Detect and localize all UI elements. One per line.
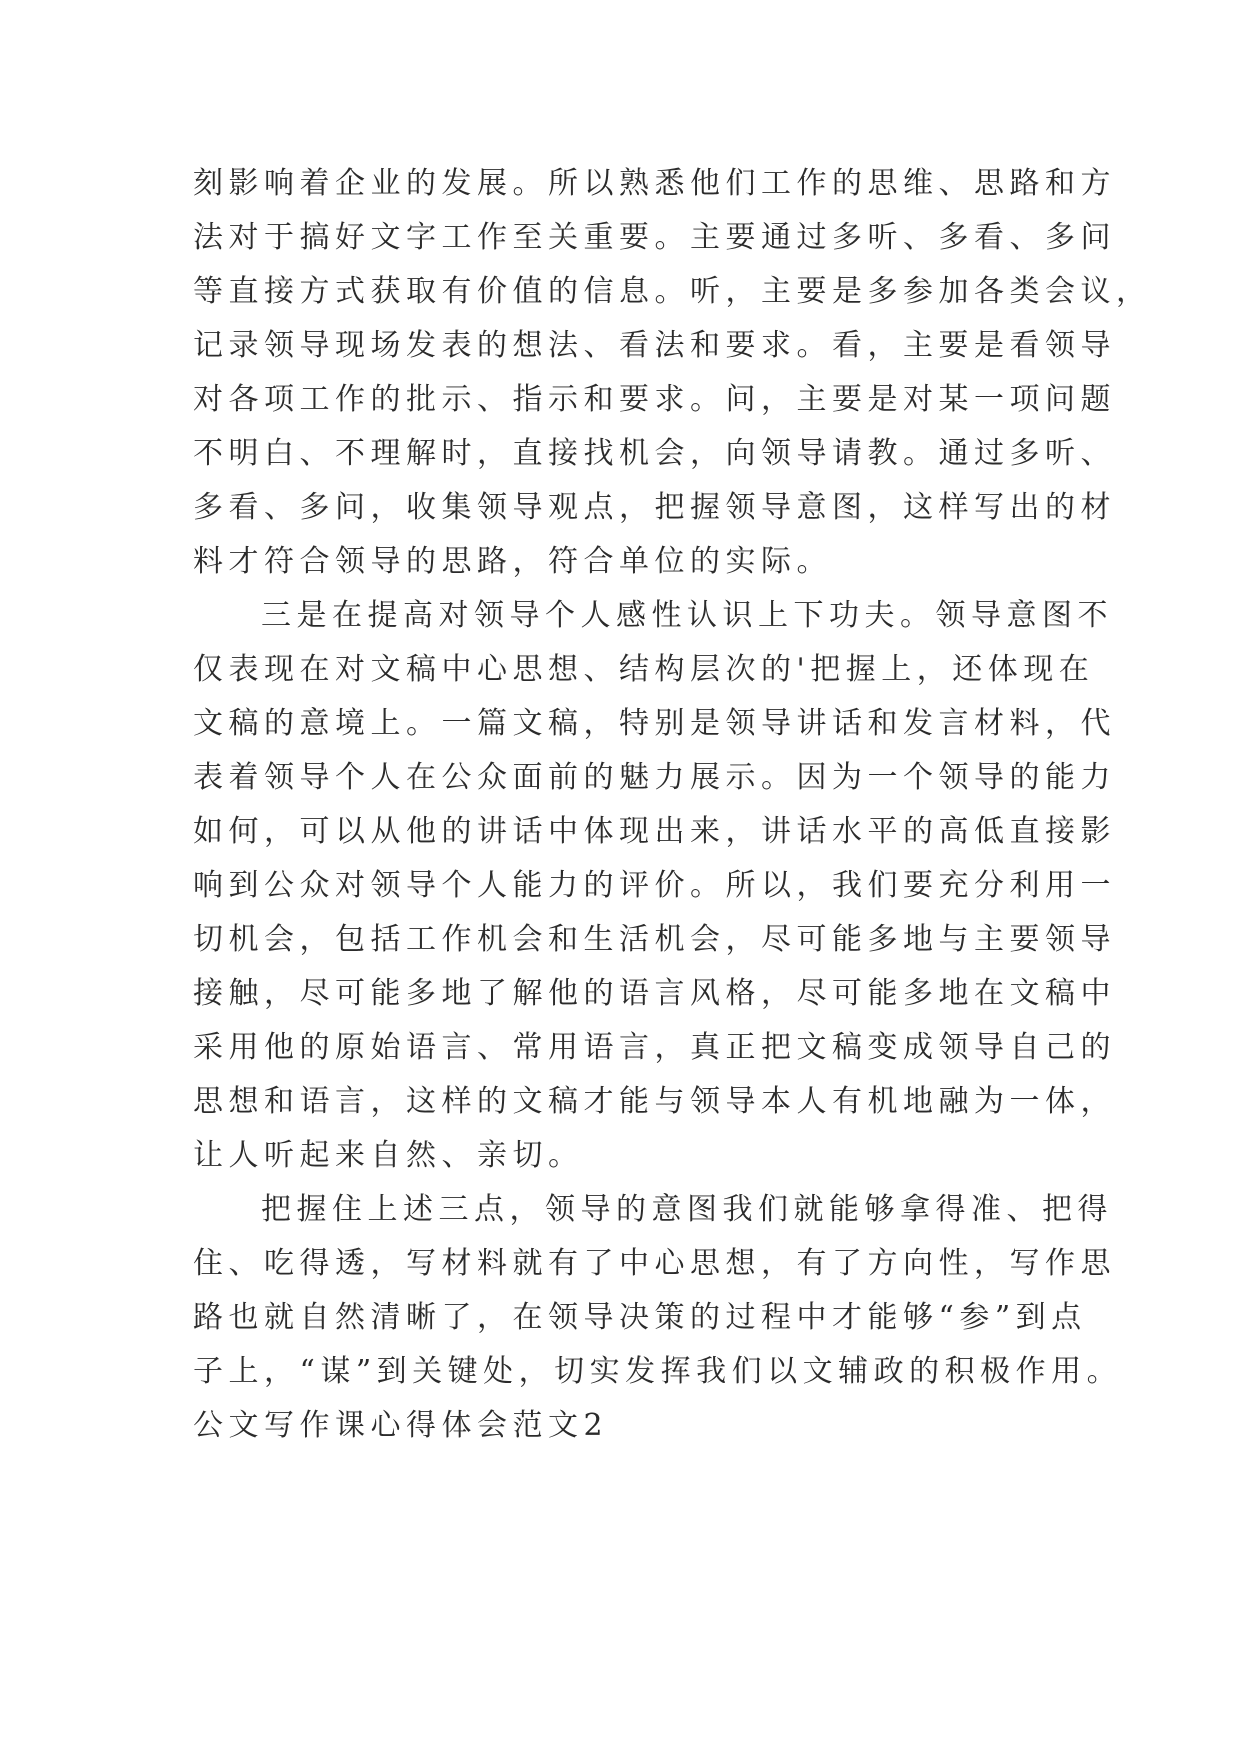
paragraph-line-14: 响到公众对领导个人能力的评价。所以，我们要充分利用一 — [193, 868, 1116, 903]
paragraph-line-23: 子上，“谋”到关键处，切实发挥我们以文辅政的积极作用。 — [193, 1354, 1123, 1389]
paragraph-line-22: 路也就自然清晰了，在领导决策的过程中才能够“参”到点 — [193, 1300, 1087, 1335]
paragraph-line-12: 表着领导个人在公众面前的魅力展示。因为一个领导的能力 — [193, 760, 1116, 795]
paragraph-line-2: 法对于搞好文字工作至关重要。主要通过多听、多看、多问 — [193, 220, 1116, 255]
paragraph-line-8: 料才符合领导的思路，符合单位的实际。 — [193, 544, 832, 579]
paragraph-line-19: 让人听起来自然、亲切。 — [193, 1138, 584, 1173]
paragraph-line-13: 如何，可以从他的讲话中体现出来，讲话水平的高低直接影 — [193, 814, 1116, 849]
paragraph-line-1: 刻影响着企业的发展。所以熟悉他们工作的思维、思路和方 — [193, 166, 1116, 201]
paragraph-line-10: 仅表现在对文稿中心思想、结构层次的'把握上，还体现在 — [193, 652, 1095, 687]
paragraph-line-4: 记录领导现场发表的想法、看法和要求。看，主要是看领导 — [193, 328, 1116, 363]
paragraph-line-20: 把握住上述三点，领导的意图我们就能够拿得准、把得 — [261, 1192, 1113, 1227]
paragraph-line-17: 采用他的原始语言、常用语言，真正把文稿变成领导自己的 — [193, 1030, 1116, 1065]
document-body — [193, 157, 1152, 1453]
paragraph-line-16: 接触，尽可能多地了解他的语言风格，尽可能多地在文稿中 — [193, 976, 1116, 1011]
paragraph-line-7: 多看、多问，收集领导观点，把握领导意图，这样写出的材 — [193, 490, 1116, 525]
paragraph-line-15: 切机会，包括工作机会和生活机会，尽可能多地与主要领导 — [193, 922, 1116, 957]
paragraph-line-3: 等直接方式获取有价值的信息。听，主要是多参加各类会议， — [193, 274, 1152, 309]
paragraph-line-9: 三是在提高对领导个人感性认识上下功夫。领导意图不 — [261, 598, 1113, 633]
paragraph-line-21: 住、吃得透，写材料就有了中心思想，有了方向性，写作思 — [193, 1246, 1116, 1281]
paragraph-line-6: 不明白、不理解时，直接找机会，向领导请教。通过多听、 — [193, 436, 1116, 471]
section-heading: 公文写作课心得体会范文2 — [193, 1408, 609, 1443]
paragraph-line-5: 对各项工作的批示、指示和要求。问，主要是对某一项问题 — [193, 382, 1116, 417]
paragraph-line-18: 思想和语言，这样的文稿才能与领导本人有机地融为一体， — [193, 1084, 1116, 1119]
paragraph-line-11: 文稿的意境上。一篇文稿，特别是领导讲话和发言材料，代 — [193, 706, 1116, 741]
